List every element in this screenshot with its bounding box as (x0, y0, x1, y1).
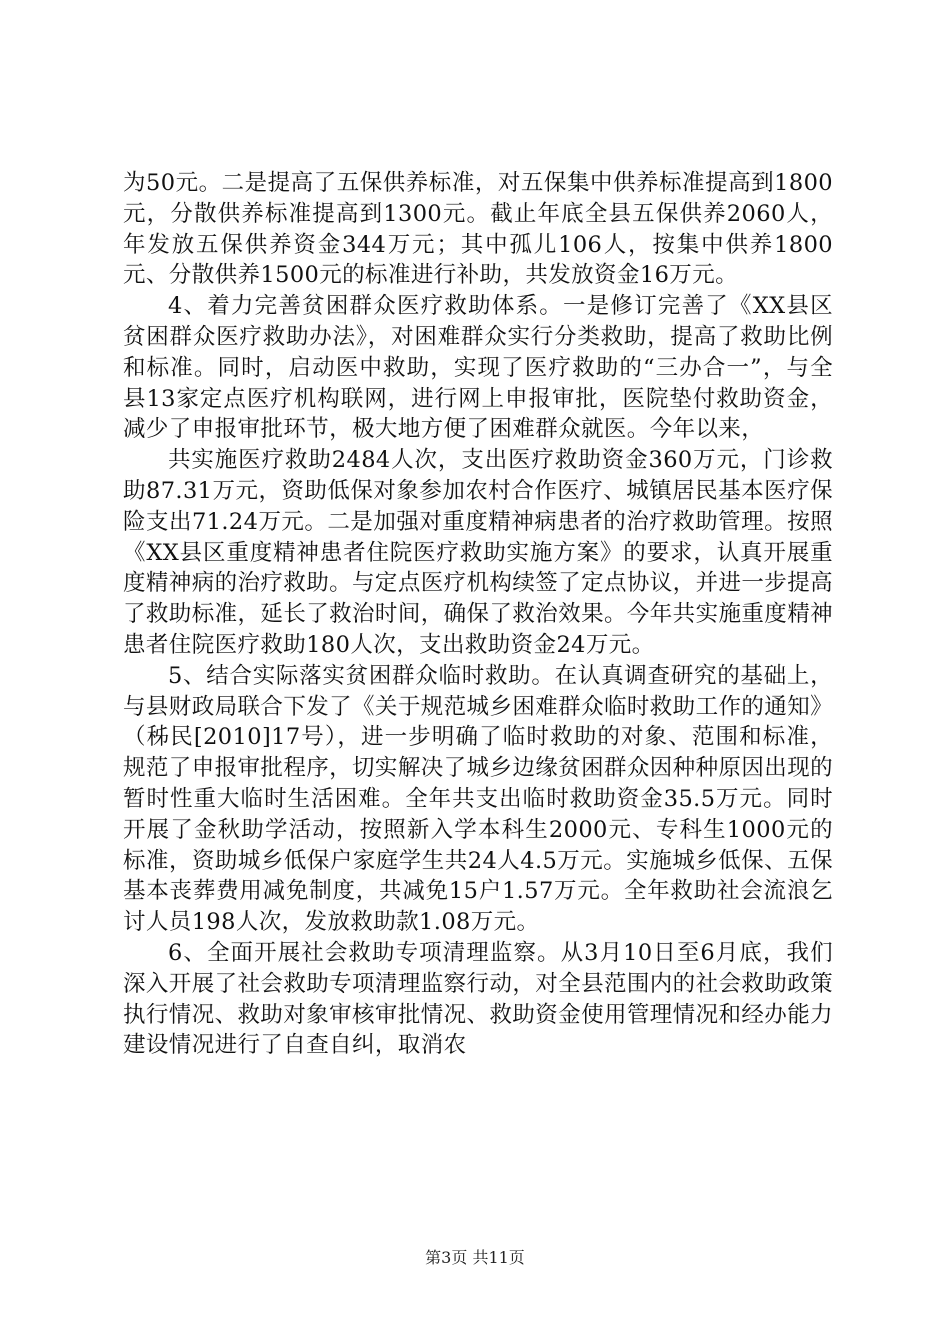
paragraph-5: 6、全面开展社会救助专项清理监察。从3月10日至6月底，我们深入开展了社会救助专项清理监察行动，对全县范围内的社会救助政策执行情况、救助对象审核审批情况、救助资金使用管理情况和经办能力建设情况进行了自查自纠，取消农 (123, 939, 833, 1059)
paragraph-3: 共实施医疗救助2484人次，支出医疗救助资金360万元，门诊救助87.31万元，资助低保对象参加农村合作医疗、城镇居民基本医疗保险支出71.24万元。二是加强对重度精神病患者的治疗救助管理。按照《XX县区重度精神患者住院医疗救助实施方案》的要求，认真开展重度精神病的治疗救助。与定点医疗机构续签了定点协议，并进一步提高了救助标准，延长了救治时间，确保了救治效果。今年共实施重度精神患者住院医疗救助180人次，支出救助资金24万元。 (123, 447, 833, 658)
paragraph-1: 为50元。二是提高了五保供养标准，对五保集中供养标准提高到1800元，分散供养标准提高到1300元。截止年底全县五保供养2060人，年发放五保供养资金344万元；其中孤儿106人，按集中供养1800元、分散供养1500元的标准进行补助，共发放资金16万元。 (123, 170, 833, 289)
paragraph-2: 4、着力完善贫困群众医疗救助体系。一是修订完善了《XX县区贫困群众医疗救助办法》，对困难群众实行分类救助，提高了救助比例和标准。同时，启动医中救助，实现了医疗救助的“三办合一”，与全县13家定点医疗机构联网，进行网上申报审批，医院垫付救助资金，减少了申报审批环节，极大地方便了困难群众就医。今年以来， (123, 293, 833, 443)
page-footer: 第3页 共11页 (425, 1248, 525, 1267)
paragraph-4: 5、结合实际落实贫困群众临时救助。在认真调查研究的基础上，与县财政局联合下发了《关于规范城乡困难群众临时救助工作的通知》（秭民[2010]17号），进一步明确了临时救助的对象、范围和标准，规范了申报审批程序，切实解决了城乡边缘贫困群众因种种原因出现的暂时性重大临时生活困难。全年共支出临时救助资金35.5万元。同时开展了金秋助学活动，按照新入学本科生2000元、专科生1000元的标准，资助城乡低保户家庭学生共24人4.5万元。实施城乡低保、五保基本丧葬费用减免制度，共减免15户1.57万元。全年救助社会流浪乞讨人员198人次，发放救助款1.08万元。 (123, 662, 833, 936)
document-body (123, 168, 833, 1061)
